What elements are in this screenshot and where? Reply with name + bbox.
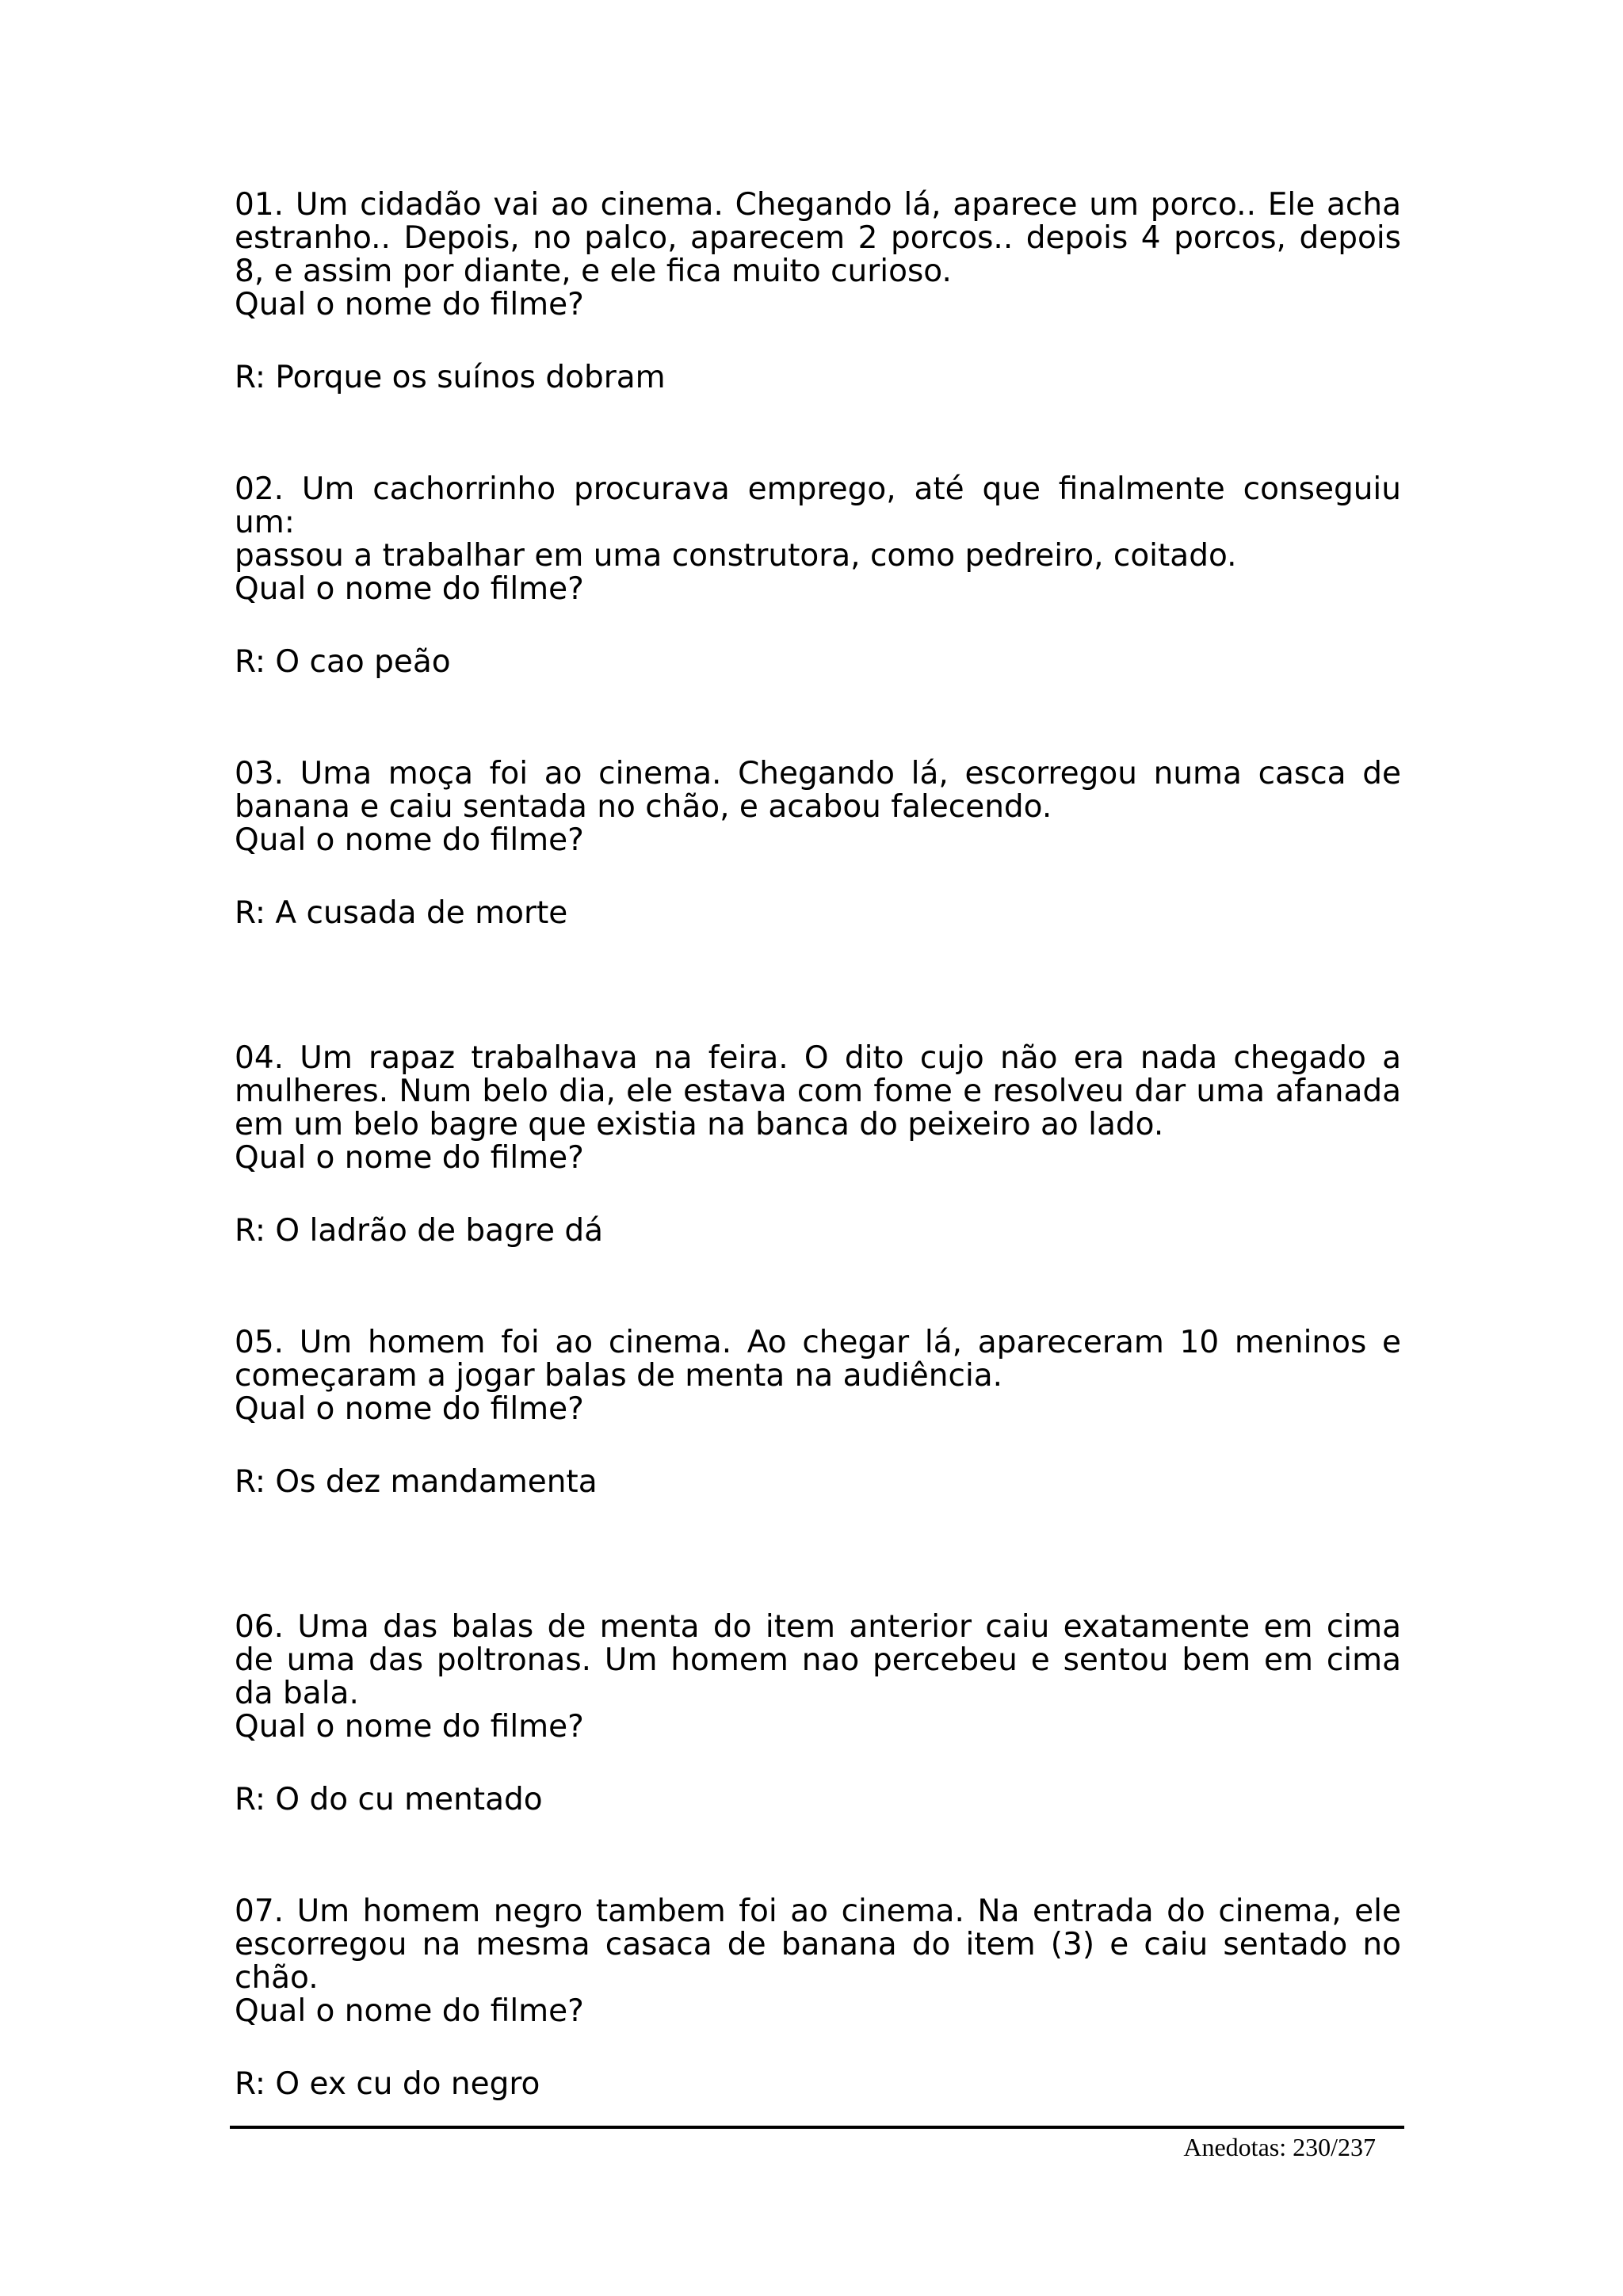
joke-item bbox=[235, 189, 1401, 473]
page-number: Anedotas: 230/237 bbox=[1183, 2133, 1376, 2161]
joke-question bbox=[235, 1895, 1401, 2028]
joke-question bbox=[235, 1042, 1401, 1175]
joke-item bbox=[235, 1042, 1401, 1326]
joke-item bbox=[235, 1611, 1401, 1895]
joke-answer: R: O ladrão de bagre dá bbox=[235, 1213, 603, 1249]
joke-question bbox=[235, 473, 1401, 606]
joke-text: 02. Um cachorrinho procurava emprego, até que finalmente conseguiu um: bbox=[235, 471, 1401, 540]
joke-question bbox=[235, 189, 1401, 322]
joke-prompt: Qual o nome do filme? bbox=[235, 1993, 584, 2029]
joke-text: 07. Um homem negro tambem foi ao cinema. Na entrada do cinema, ele escorregou na mesma casaca de banana do item (3) e caiu sentado no chão. bbox=[235, 1894, 1401, 1996]
joke-answer: R: O ex cu do negro bbox=[235, 2066, 540, 2102]
joke-question bbox=[235, 757, 1401, 857]
joke-prompt: Qual o nome do filme? bbox=[235, 1391, 584, 1427]
joke-text: passou a trabalhar em uma construtora, como pedreiro, coitado. bbox=[235, 538, 1237, 574]
footer-divider bbox=[230, 2126, 1404, 2129]
joke-prompt: Qual o nome do filme? bbox=[235, 287, 584, 322]
joke-answer: R: Porque os suínos dobram bbox=[235, 360, 666, 395]
joke-list bbox=[235, 189, 1401, 2180]
joke-text: 04. Um rapaz trabalhava na feira. O dito cujo não era nada chegado a mulheres. Num belo dia, ele estava com fome e resolveu dar uma afanada em um belo bagre que existia na banca do peixeiro ao lado. bbox=[235, 1040, 1401, 1142]
joke-answer: R: O do cu mentado bbox=[235, 1782, 543, 1817]
joke-prompt: Qual o nome do filme? bbox=[235, 1709, 584, 1745]
joke-prompt: Qual o nome do filme? bbox=[235, 571, 584, 607]
joke-item bbox=[235, 1326, 1401, 1611]
joke-text: 03. Uma moça foi ao cinema. Chegando lá, escorregou numa casca de banana e caiu sentada no chão, e acabou falecendo. bbox=[235, 756, 1401, 825]
joke-prompt: Qual o nome do filme? bbox=[235, 1140, 584, 1176]
joke-answer: R: O cao peão bbox=[235, 644, 451, 680]
joke-item bbox=[235, 757, 1401, 1042]
joke-text: 06. Uma das balas de menta do item anterior caiu exatamente em cima de uma das poltronas. Um homem nao percebeu e sentou bem em cima da bala. bbox=[235, 1609, 1401, 1711]
joke-answer: R: Os dez mandamenta bbox=[235, 1464, 598, 1500]
joke-question bbox=[235, 1611, 1401, 1744]
joke-text: 01. Um cidadão vai ao cinema. Chegando lá, aparece um porco.. Ele acha estranho.. Depois, no palco, aparecem 2 porcos.. depois 4 porcos, depois 8, e assim por diante, e ele fica muito curioso. bbox=[235, 187, 1401, 289]
joke-item bbox=[235, 473, 1401, 757]
joke-question bbox=[235, 1326, 1401, 1426]
joke-answer: R: A cusada de morte bbox=[235, 895, 568, 931]
joke-text: 05. Um homem foi ao cinema. Ao chegar lá, apareceram 10 meninos e começaram a jogar balas de menta na audiência. bbox=[235, 1325, 1401, 1394]
joke-prompt: Qual o nome do filme? bbox=[235, 822, 584, 858]
